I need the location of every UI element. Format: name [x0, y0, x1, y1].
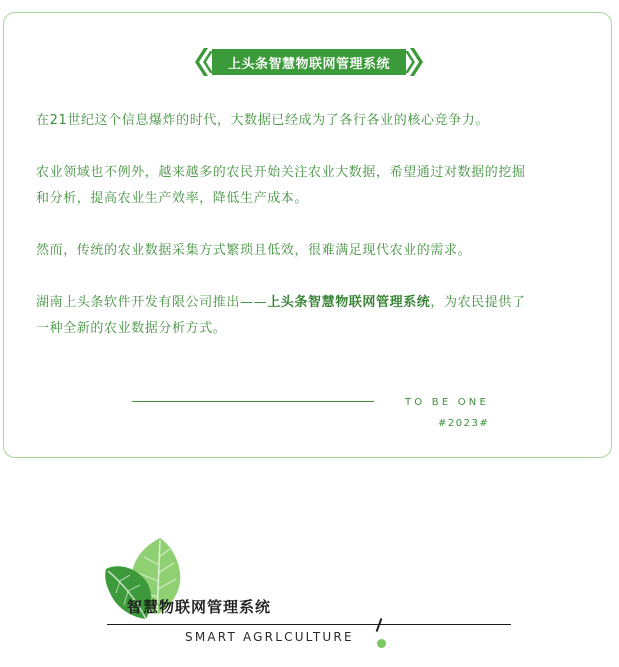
banner-title: 上头条智慧物联网管理系统 — [227, 56, 390, 72]
closing-suffix: ，为农民提供了 — [430, 295, 526, 310]
paragraph-line: 在21世纪这个信息爆炸的时代，大数据已经成为了各行各业的核心竞争力。 — [36, 113, 489, 128]
paragraph-4 — [36, 290, 588, 342]
banner-body — [212, 49, 406, 75]
paragraph-line: 和分析，提高农业生产效率，降低生产成本。 — [36, 191, 309, 206]
closing-prefix: 湖南上头条软件开发有限公司推出—— — [36, 295, 268, 310]
year-tag: #2023# — [438, 418, 490, 429]
footer-logo-rule — [107, 624, 511, 625]
title-banner — [195, 48, 423, 76]
right-chevron-icon — [405, 48, 423, 76]
footer-logo-subtitle: SMART AGRLCULTURE — [185, 630, 354, 644]
paragraph-1 — [36, 108, 588, 134]
left-chevron-icon — [195, 48, 213, 76]
footer-logo-slash — [376, 618, 383, 632]
motto-text: TO BE ONE — [405, 397, 489, 408]
closing-highlight: 上头条智慧物联网管理系统 — [267, 295, 431, 310]
content-card — [3, 12, 612, 458]
closing-line2: 一种全新的农业数据分析方式。 — [36, 321, 227, 336]
paragraph-line: 农业领域也不例外，越来越多的农民开始关注农业大数据，希望通过对数据的挖掘 — [36, 165, 526, 180]
paragraph-line: 然而，传统的农业数据采集方式繁琐且低效，很难满足现代农业的需求。 — [36, 243, 472, 258]
paragraph-3 — [36, 238, 588, 264]
footer-logo-title: 智慧物联网管理系统 — [127, 598, 272, 616]
footer-logo-dot — [377, 639, 386, 648]
paragraph-2 — [36, 160, 588, 212]
signature-divider — [132, 401, 374, 402]
